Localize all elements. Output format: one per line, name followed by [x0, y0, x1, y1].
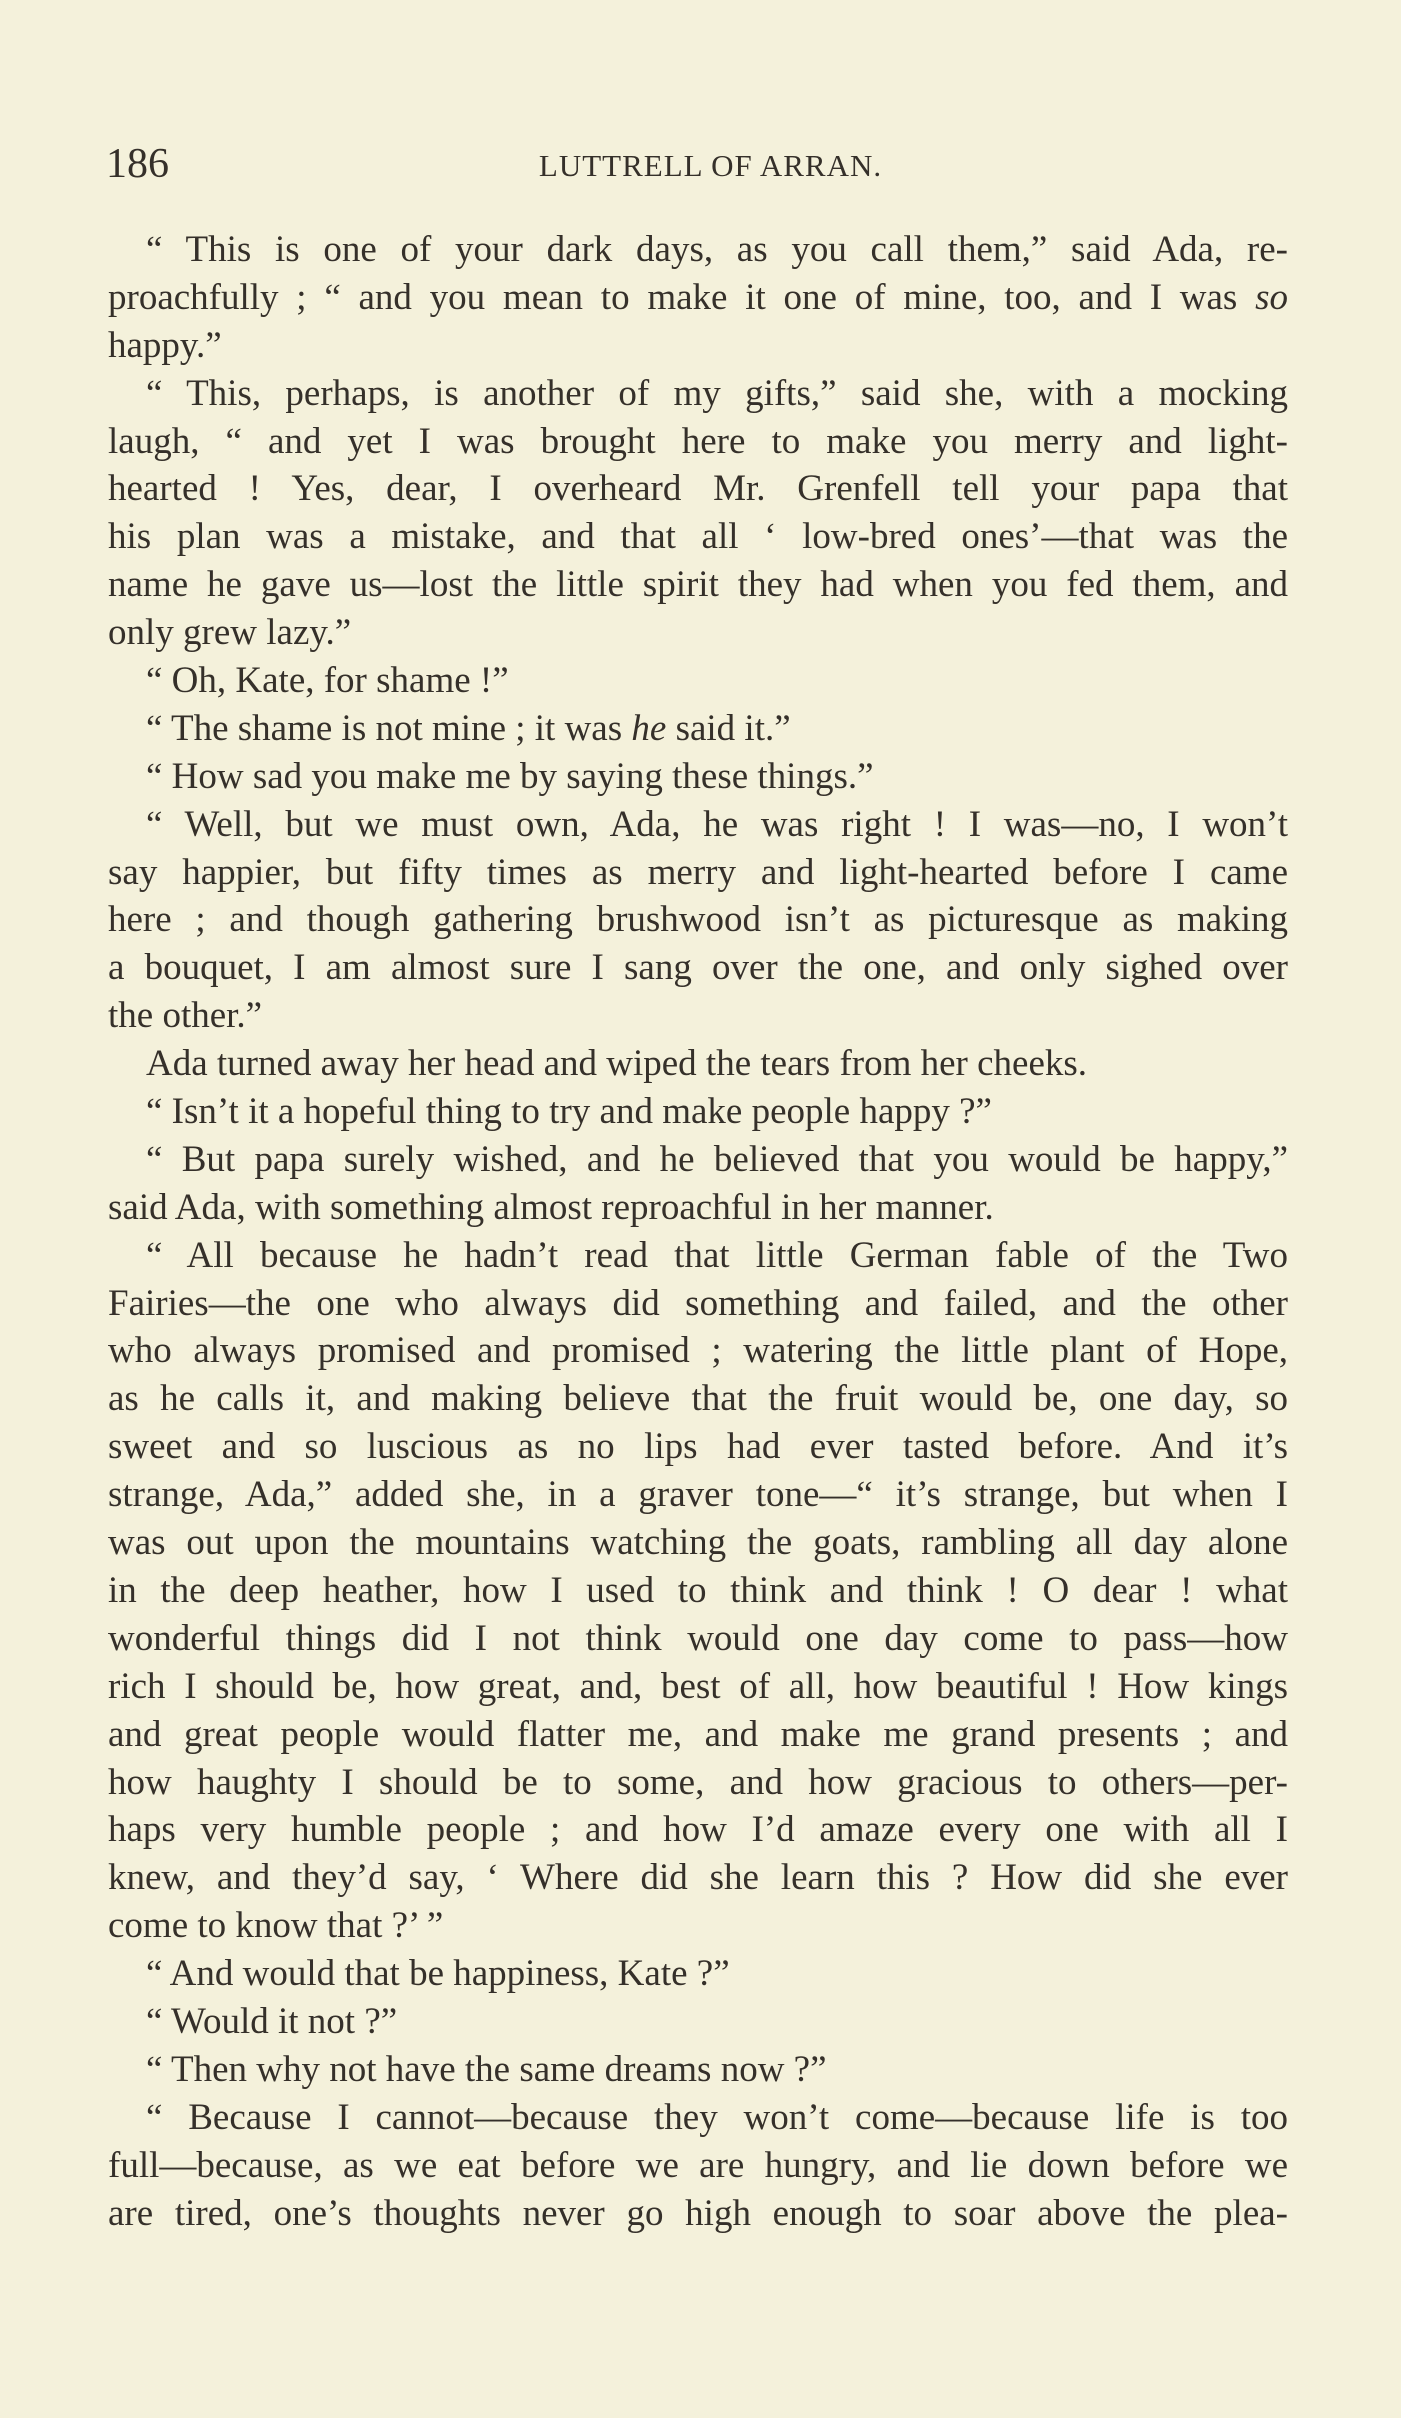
text-line	[108, 1040, 1288, 1088]
text-segment: in the deep heather, how I used to think and think ! O dear ! what	[108, 1569, 1288, 1611]
text-line	[108, 1423, 1288, 1471]
text-line	[108, 2142, 1288, 2190]
text-segment: and great people would flatter me, and make me grand presents ; and	[108, 1713, 1288, 1755]
text-segment: Ada turned away her head and wiped the tears from her cheeks.	[146, 1043, 1088, 1085]
text-segment: “ How sad you make me by saying these things.”	[146, 755, 874, 797]
text-line	[108, 1806, 1288, 1854]
text-segment: come to know that ?’ ”	[108, 1905, 444, 1947]
text-line	[108, 226, 1288, 274]
text-line	[108, 801, 1288, 849]
text-line	[108, 2190, 1288, 2238]
text-line	[108, 1184, 1288, 1232]
italic-text: so	[1255, 276, 1288, 318]
running-title: LUTTRELL OF ARRAN.	[538, 148, 883, 183]
text-segment: “ The shame is not mine ; it was	[146, 707, 632, 749]
text-segment: “ Then why not have the same dreams now ?”	[146, 2048, 827, 2090]
text-segment: rich I should be, how great, and, best of all, how beautiful ! How kings	[108, 1665, 1288, 1707]
body-text	[108, 226, 1288, 2237]
text-line	[108, 1663, 1288, 1711]
text-segment: sweet and so luscious as no lips had ever tasted before. And it’s	[108, 1426, 1288, 1468]
text-line	[108, 1327, 1288, 1375]
text-segment: full—because, as we eat before we are hungry, and lie down before we	[108, 2144, 1288, 2186]
text-segment: how haughty I should be to some, and how gracious to others—per-	[108, 1761, 1288, 1803]
text-segment: proachfully ; “ and you mean to make it one of mine, too, and I was	[108, 276, 1256, 318]
text-line	[108, 322, 1288, 370]
text-line	[108, 1280, 1288, 1328]
text-segment: “ Oh, Kate, for shame !”	[146, 660, 509, 702]
text-segment: wonderful things did I not think would one day come to pass—how	[108, 1617, 1288, 1659]
text-line	[108, 1088, 1288, 1136]
text-segment: “ And would that be happiness, Kate ?”	[146, 1953, 730, 1995]
text-segment: haps very humble people ; and how I’d amaze every one with all I	[108, 1809, 1288, 1851]
text-segment: the other.”	[108, 995, 263, 1037]
text-line	[108, 370, 1288, 418]
text-segment: knew, and they’d say, ‘ Where did she learn this ? How did she ever	[108, 1857, 1288, 1899]
text-segment: “ Isn’t it a hopeful thing to try and make people happy ?”	[146, 1091, 992, 1133]
text-segment: strange, Ada,” added she, in a graver tone—“ it’s strange, but when I	[108, 1474, 1288, 1516]
text-line	[108, 944, 1288, 992]
text-segment: are tired, one’s thoughts never go high enough to soar above the plea-	[108, 2192, 1288, 2234]
text-line	[108, 1232, 1288, 1280]
text-segment: Fairies—the one who always did something and failed, and the other	[108, 1282, 1288, 1324]
text-segment: say happier, but fifty times as merry and light-hearted before I came	[108, 851, 1288, 893]
text-segment: as he calls it, and making believe that the fruit would be, one day, so	[108, 1378, 1288, 1420]
text-segment: was out upon the mountains watching the goats, rambling all day alone	[108, 1522, 1288, 1564]
text-line	[108, 849, 1288, 897]
text-line	[108, 1567, 1288, 1615]
text-segment: “ Would it not ?”	[146, 2000, 398, 2042]
text-line	[108, 1902, 1288, 1950]
text-segment: a bouquet, I am almost sure I sang over the one, and only sighed over	[108, 947, 1288, 989]
text-segment: who always promised and promised ; watering the little plant of Hope,	[108, 1330, 1288, 1372]
text-segment: “ Well, but we must own, Ada, he was right ! I was—no, I won’t	[146, 803, 1288, 845]
text-segment: his plan was a mistake, and that all ‘ low-bred ones’—that was the	[108, 516, 1288, 558]
text-segment: “ This, perhaps, is another of my gifts,” said she, with a mocking	[146, 372, 1288, 414]
text-line	[108, 513, 1288, 561]
text-line	[108, 1759, 1288, 1807]
text-line	[108, 657, 1288, 705]
text-segment: only grew lazy.”	[108, 612, 352, 654]
text-line	[108, 465, 1288, 513]
text-line	[108, 1519, 1288, 1567]
text-segment: happy.”	[108, 324, 222, 366]
text-line	[108, 2094, 1288, 2142]
text-line	[108, 1471, 1288, 1519]
text-line	[108, 609, 1288, 657]
text-line	[108, 1375, 1288, 1423]
text-line	[108, 1136, 1288, 1184]
text-line	[108, 1615, 1288, 1663]
text-segment: laugh, “ and yet I was brought here to make you merry and light-	[108, 420, 1288, 462]
text-line	[108, 418, 1288, 466]
text-line	[108, 1950, 1288, 1998]
text-segment: “ All because he hadn’t read that little German fable of the Two	[146, 1234, 1288, 1276]
text-segment: said it.”	[666, 707, 791, 749]
text-line	[108, 753, 1288, 801]
text-line	[108, 1711, 1288, 1759]
text-segment: hearted ! Yes, dear, I overheard Mr. Grenfell tell your papa that	[108, 468, 1288, 510]
text-segment: name he gave us—lost the little spirit they had when you fed them, and	[108, 564, 1288, 606]
text-line	[108, 561, 1288, 609]
text-line	[108, 705, 1288, 753]
text-segment: said Ada, with something almost reproachful in her manner.	[108, 1186, 994, 1228]
italic-text: he	[631, 707, 667, 749]
text-line	[108, 1998, 1288, 2046]
text-line	[108, 1854, 1288, 1902]
text-segment: here ; and though gathering brushwood isn’t as picturesque as making	[108, 899, 1288, 941]
text-segment: “ Because I cannot—because they won’t come—because life is too	[146, 2096, 1288, 2138]
page-number: 186	[106, 141, 169, 187]
text-line	[108, 274, 1288, 322]
text-line	[108, 896, 1288, 944]
text-segment: “ This is one of your dark days, as you call them,” said Ada, re-	[146, 229, 1288, 270]
text-line	[108, 992, 1288, 1040]
text-line	[108, 2046, 1288, 2094]
text-segment: “ But papa surely wished, and he believed that you would be happy,”	[146, 1138, 1288, 1180]
